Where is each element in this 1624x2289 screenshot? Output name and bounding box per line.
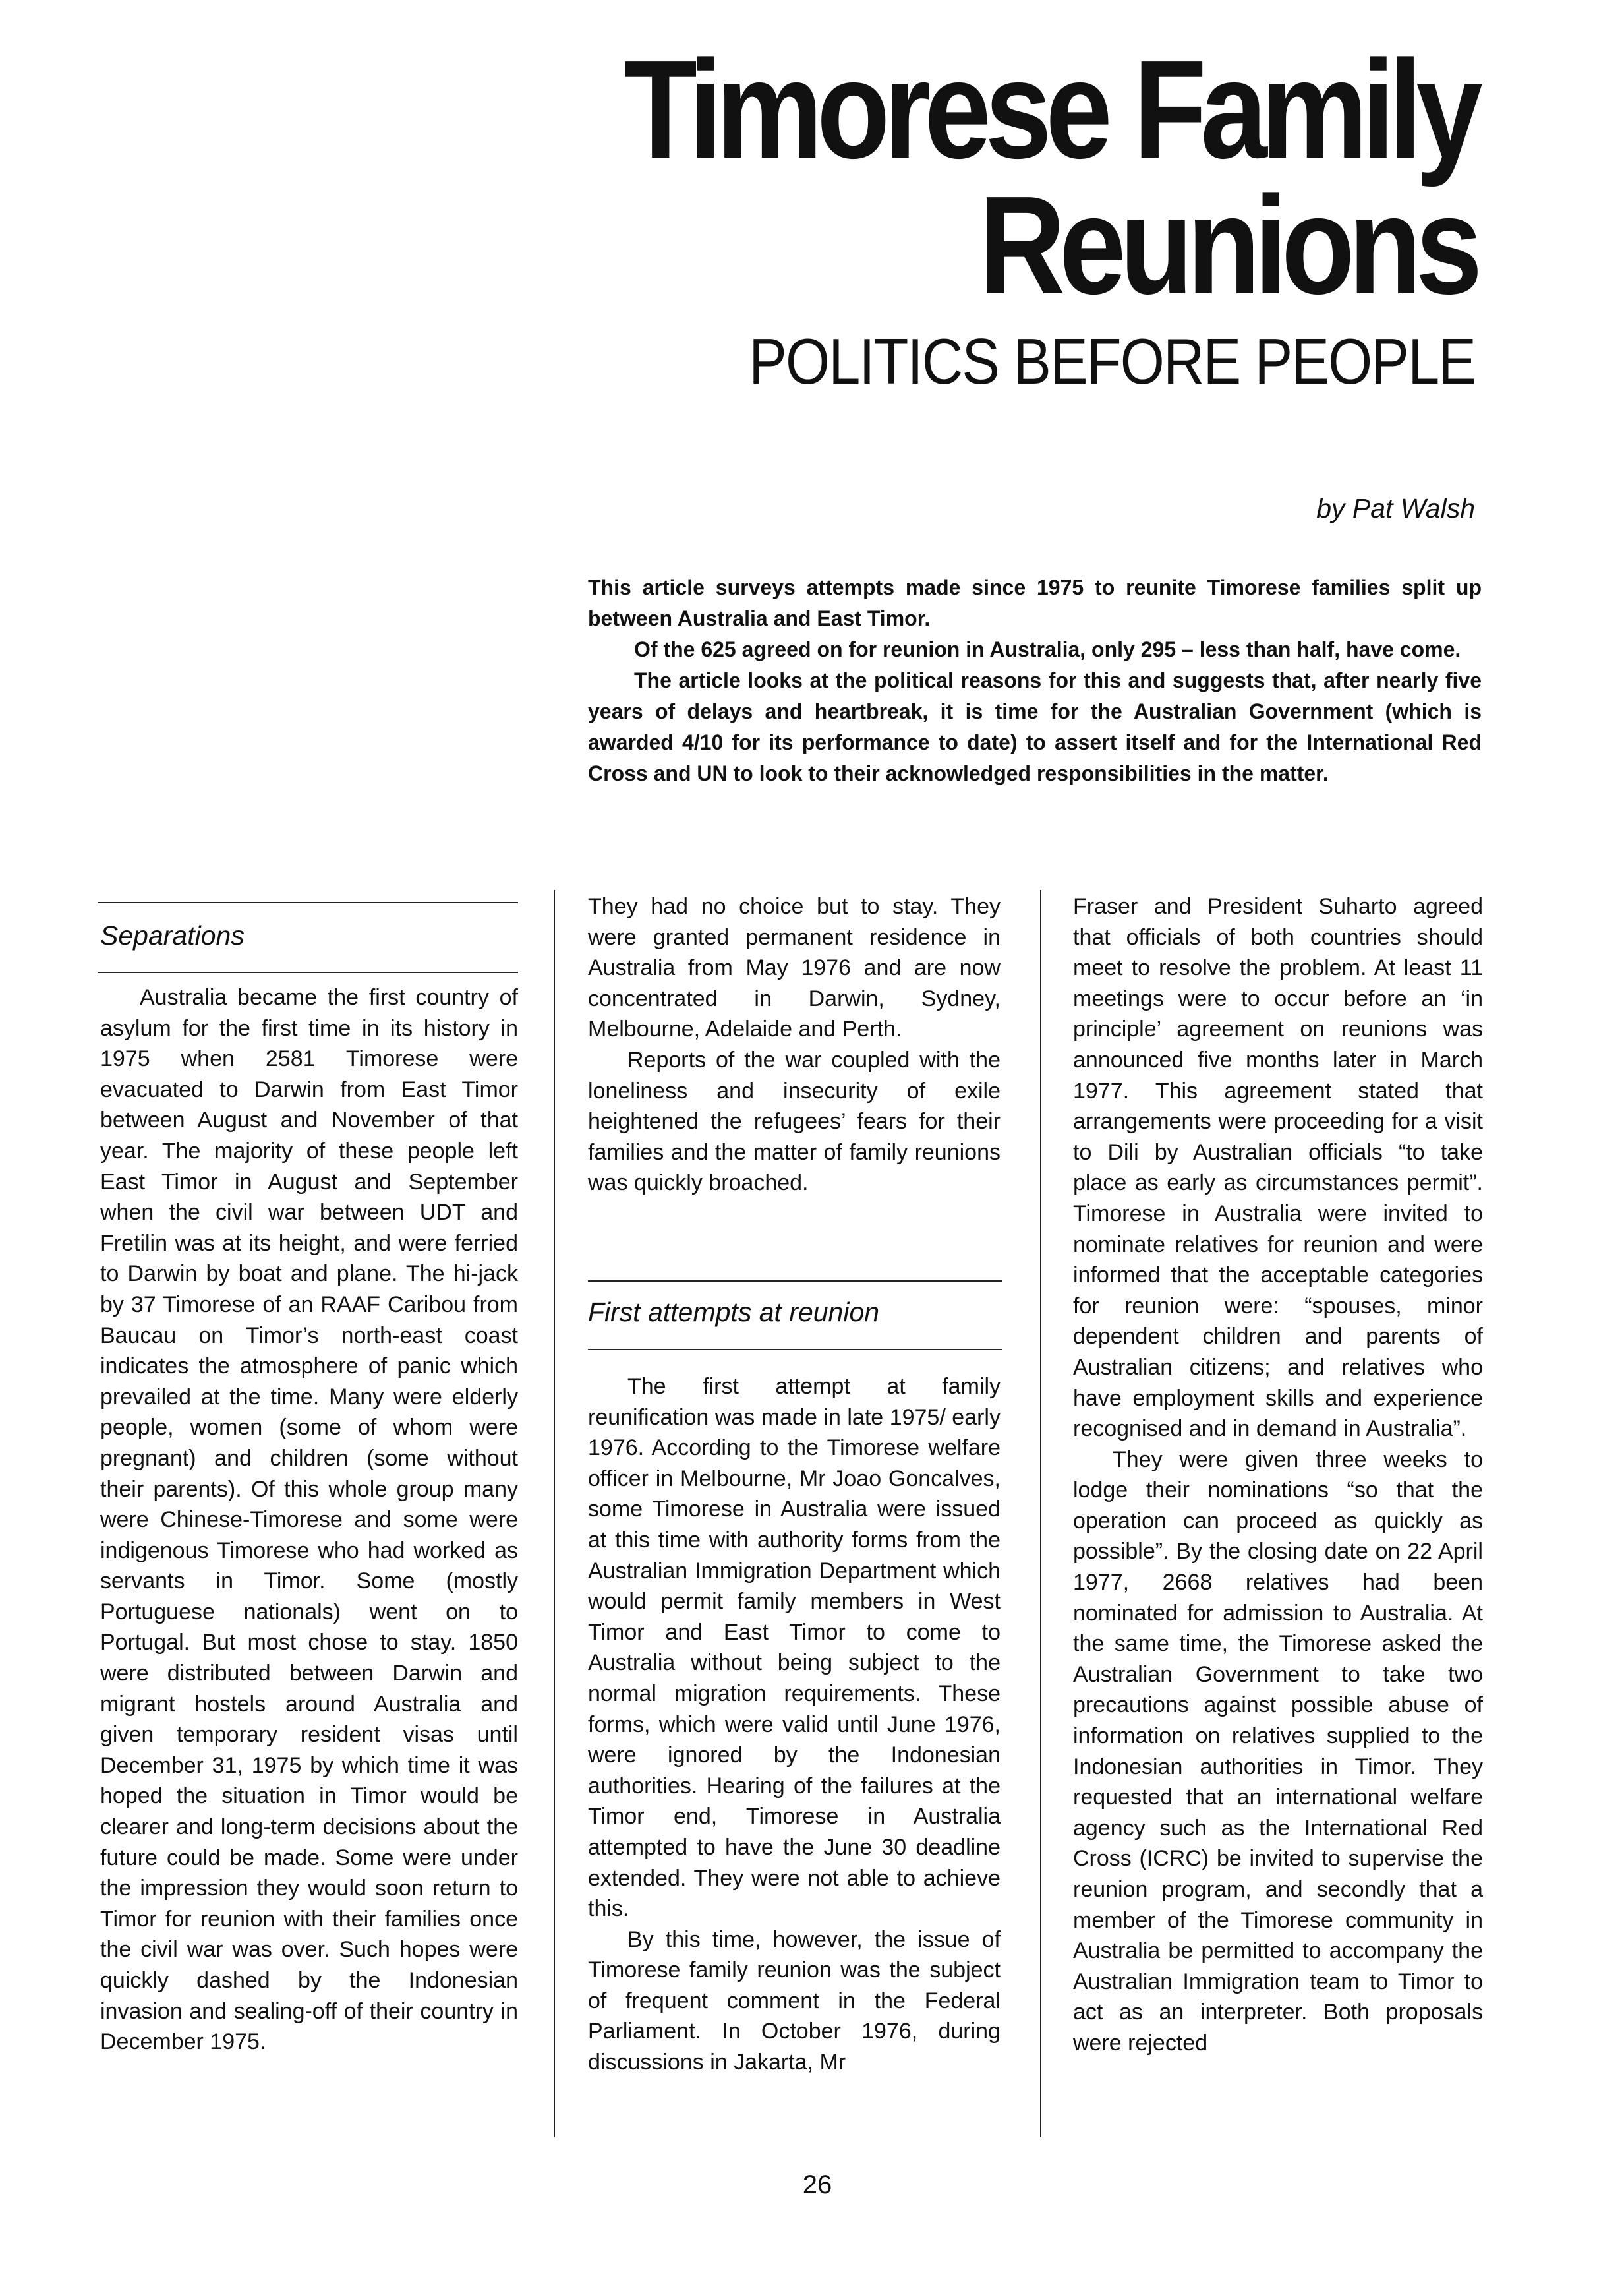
article-title-line2: Reunions: [979, 167, 1476, 323]
intro-paragraph: Of the 625 agreed on for reunion in Australia, only 295 – less than half, have come.: [634, 638, 1461, 661]
section-rule: [98, 902, 518, 903]
intro-paragraph: This article surveys attempts made since 1975 to reunite Timorese families split up between Australia and East Timor.: [588, 576, 1482, 630]
intro-paragraph: The article looks at the political reasons for this and suggests that, after nearly five years of delays and heartbreak, it is time for the Australian Government (which is awarded 4/10 for its performance to date) to assert itself and for the International Red Cross and UN to look to their acknowledged responsibilities in the matter.: [588, 669, 1482, 785]
body-paragraph: Reports of the war coupled with the loneliness and insecurity of exile heightened the refugees’ fears for their families and the matter of family reunions was quickly broached.: [588, 1047, 1000, 1196]
article-subtitle: POLITICS BEFORE PEOPLE: [749, 325, 1475, 398]
column-2-continued: [588, 1371, 1000, 2078]
column-3: [1073, 891, 1483, 2059]
section-rule: [588, 1280, 1002, 1282]
byline: by Pat Walsh: [1316, 493, 1475, 523]
section-heading-first-attempts: First attempts at reunion: [588, 1297, 880, 1327]
article-intro: [588, 572, 1482, 789]
section-heading-separations: Separations: [100, 920, 245, 951]
column-divider: [554, 890, 555, 2137]
section-rule: [588, 1349, 1002, 1350]
body-paragraph: Fraser and President Suharto agreed that officials of both countries should meet to resolve the problem. At least 11 meetings were to occur before an ‘in principle’ agreement on reunions was announced five months later in March 1977. This agreement stated that arrangements were proceeding for a visit to Dili by Australian officials “to take place as early as circumstances permit”. Timorese in Australia were invited to nominate relatives for reunion and were informed that the acceptable categories for reunion were: “spouses, minor dependent children and parents of Australian citizens; and relatives who have employment skills and experience recognised and in demand in Australia”.: [1073, 894, 1483, 1442]
column-2: [588, 891, 1000, 1199]
column-1: [100, 982, 518, 2058]
body-paragraph: They had no choice but to stay. They were granted permanent residence in Australia from May 1976 and are now concentrated in Darwin, Sydney, Melbourne, Adelaide and Perth.: [588, 894, 1000, 1042]
page-number: 26: [802, 2170, 832, 2199]
body-paragraph: Australia became the first country of asylum for the first time in its history in 1975 when 2581 Timorese were evacuated to Darwin from East Timor between August and November of that year. The majority of these people left East Timor in August and September when the civil war between UDT and Fretilin was at its height, and were ferried to Darwin by boat and plane. The hi-jack by 37 Timorese of an RAAF Caribou from Baucau on Timor’s north-east coast indicates the atmosphere of panic which prevailed at the time. Many were elderly people, women (some of whom were pregnant) and children (some without their parents). Of this whole group many were Chinese-Timorese and some were indigenous Timorese who had worked as servants in Timor. Some (mostly Portuguese nationals) went on to Portugal. But most chose to stay. 1850 were distributed between Darwin and migrant hostels around Australia and given temporary resident visas until December 31, 1975 by which time it was hoped the situation in Timor would be clearer and long-term decisions about the future could be made. Some were under the impression they would soon return to Timor for reunion with their families once the civil war was over. Such hopes were quickly dashed by the Indonesian invasion and sealing-off of their country in December 1975.: [100, 985, 518, 2055]
article-title-line1: Timorese Family: [624, 31, 1476, 187]
body-paragraph: They were given three weeks to lodge their nominations “so that the operation can proceed as quickly as possible”. By the closing date on 22 April 1977, 2668 relatives had been nominated for admission to Australia. At the same time, the Timorese asked the Australian Government to take two precautions against possible abuse of information on relatives supplied to the Indonesian authorities in Timor. They requested that an international welfare agency such as the International Red Cross (ICRC) be invited to supervise the reunion program, and secondly that a member of the Timorese community in Australia be permitted to accompany the Australian Immigration team to Timor to act as an interpreter. Both proposals were rejected: [1073, 1446, 1483, 2056]
column-divider: [1040, 890, 1041, 2137]
body-paragraph: The first attempt at family reunification was made in late 1975/ early 1976. According to the Timorese welfare officer in Melbourne, Mr Joao Goncalves, some Timorese in Australia were issued at this time with authority forms from the Australian Immigration Department which would permit family members in West Timor and East Timor to come to Australia without being subject to the normal migration requirements. These forms, which were valid until June 1976, were ignored by the Indonesian authorities. Hearing of the failures at the Timor end, Timorese in Australia attempted to have the June 30 deadline extended. They were not able to achieve this.: [588, 1374, 1000, 1922]
section-rule: [98, 972, 518, 973]
body-paragraph: By this time, however, the issue of Timorese family reunion was the subject of frequent comment in the Federal Parliament. In October 1976, during discussions in Jakarta, Mr: [588, 1926, 1000, 2075]
